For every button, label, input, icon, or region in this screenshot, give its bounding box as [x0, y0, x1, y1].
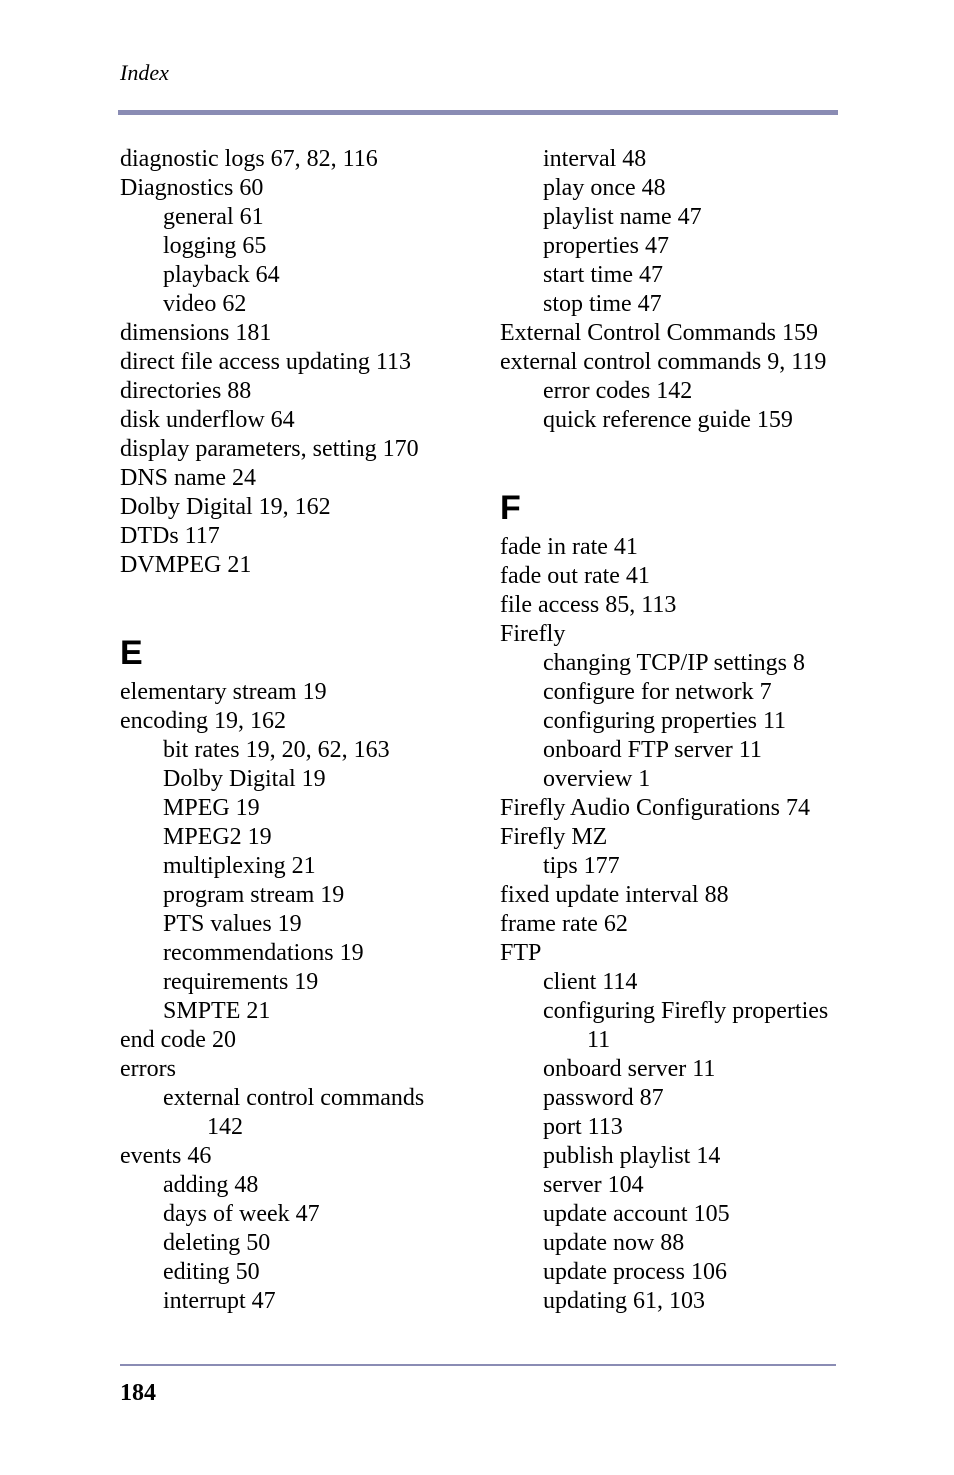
index-entry: DNS name 24	[120, 465, 256, 491]
index-subentry: play once 48	[543, 175, 666, 201]
index-entry: DVMPEG 21	[120, 552, 252, 578]
index-subentry: overview 1	[543, 766, 651, 792]
index-subentry: configuring Firefly properties	[543, 998, 829, 1024]
index-subentry: playback 64	[163, 262, 280, 288]
section-letter-f: F	[500, 489, 521, 527]
footer-divider	[120, 1364, 836, 1366]
index-subentry: changing TCP/IP settings 8	[543, 650, 806, 676]
index-entry: fade out rate 41	[500, 563, 650, 589]
index-entry: FTP	[500, 940, 542, 966]
index-subentry: onboard FTP server 11	[543, 737, 762, 763]
index-subentry: MPEG 19	[163, 795, 260, 821]
index-subentry: update account 105	[543, 1201, 730, 1227]
index-entry: errors	[120, 1056, 176, 1082]
index-subentry: general 61	[163, 204, 264, 230]
index-subentry: bit rates 19, 20, 62, 163	[163, 737, 390, 763]
index-subentry: configure for network 7	[543, 679, 772, 705]
index-entry: dimensions 181	[120, 320, 272, 346]
index-entry: Diagnostics 60	[120, 175, 264, 201]
index-subentry: interval 48	[543, 146, 647, 172]
index-entry: frame rate 62	[500, 911, 628, 937]
running-header-title: Index	[120, 60, 169, 85]
index-subentry: tips 177	[543, 853, 620, 879]
index-subentry: requirements 19	[163, 969, 319, 995]
index-entry: elementary stream 19	[120, 679, 327, 705]
index-subentry: MPEG2 19	[163, 824, 272, 850]
index-entry: encoding 19, 162	[120, 708, 286, 734]
index-entry: events 46	[120, 1143, 212, 1169]
index-subentry: days of week 47	[163, 1201, 320, 1227]
index-subentry: PTS values 19	[163, 911, 302, 937]
index-subentry: updating 61, 103	[543, 1288, 705, 1314]
index-entry: External Control Commands 159	[500, 320, 818, 346]
index-entry: disk underflow 64	[120, 407, 295, 433]
index-subentry: publish playlist 14	[543, 1143, 721, 1169]
header-divider	[118, 110, 838, 115]
section-letter-e: E	[120, 634, 143, 672]
index-entry: Firefly MZ	[500, 824, 608, 850]
index-subentry: quick reference guide 159	[543, 407, 793, 433]
index-subentry: SMPTE 21	[163, 998, 271, 1024]
index-subentry: port 113	[543, 1114, 623, 1140]
index-entry: direct file access updating 113	[120, 349, 411, 375]
index-subentry: deleting 50	[163, 1230, 271, 1256]
index-subentry: password 87	[543, 1085, 664, 1111]
index-subentry: configuring properties 11	[543, 708, 787, 734]
index-entry: external control commands 9, 119	[500, 349, 827, 375]
index-subentry: playlist name 47	[543, 204, 702, 230]
index-subentry: properties 47	[543, 233, 669, 259]
index-column-right	[500, 145, 840, 1316]
index-subentry: update now 88	[543, 1230, 685, 1256]
index-subentry: onboard server 11	[543, 1056, 716, 1082]
index-subentry: external control commands	[163, 1085, 425, 1111]
index-subentry: adding 48	[163, 1172, 259, 1198]
index-entry: fixed update interval 88	[500, 882, 729, 908]
index-subentry: client 114	[543, 969, 638, 995]
index-subentry: editing 50	[163, 1259, 260, 1285]
index-subentry: video 62	[163, 291, 247, 317]
index-entry: Firefly	[500, 621, 566, 647]
index-column-left	[120, 145, 480, 1316]
index-entry: display parameters, setting 170	[120, 436, 419, 462]
index-subentry: logging 65	[163, 233, 267, 259]
index-subentry: update process 106	[543, 1259, 727, 1285]
index-subentry: error codes 142	[543, 378, 693, 404]
index-subentry: interrupt 47	[163, 1288, 276, 1314]
index-entry: diagnostic logs 67, 82, 116	[120, 146, 378, 172]
page-number: 184	[120, 1380, 156, 1406]
index-entry: file access 85, 113	[500, 592, 677, 618]
index-entry: directories 88	[120, 378, 252, 404]
index-subentry: start time 47	[543, 262, 663, 288]
index-subentry: Dolby Digital 19	[163, 766, 326, 792]
index-entry: Dolby Digital 19, 162	[120, 494, 331, 520]
index-subentry: recommendations 19	[163, 940, 364, 966]
index-subentry-continuation: 142	[207, 1114, 243, 1140]
index-subentry: multiplexing 21	[163, 853, 316, 879]
index-entry: end code 20	[120, 1027, 236, 1053]
index-entry: DTDs 117	[120, 523, 220, 549]
index-subentry: server 104	[543, 1172, 644, 1198]
index-subentry: stop time 47	[543, 291, 662, 317]
index-subentry: program stream 19	[163, 882, 345, 908]
index-entry: fade in rate 41	[500, 534, 638, 560]
index-entry: Firefly Audio Configurations 74	[500, 795, 810, 821]
index-subentry-continuation: 11	[587, 1027, 611, 1053]
